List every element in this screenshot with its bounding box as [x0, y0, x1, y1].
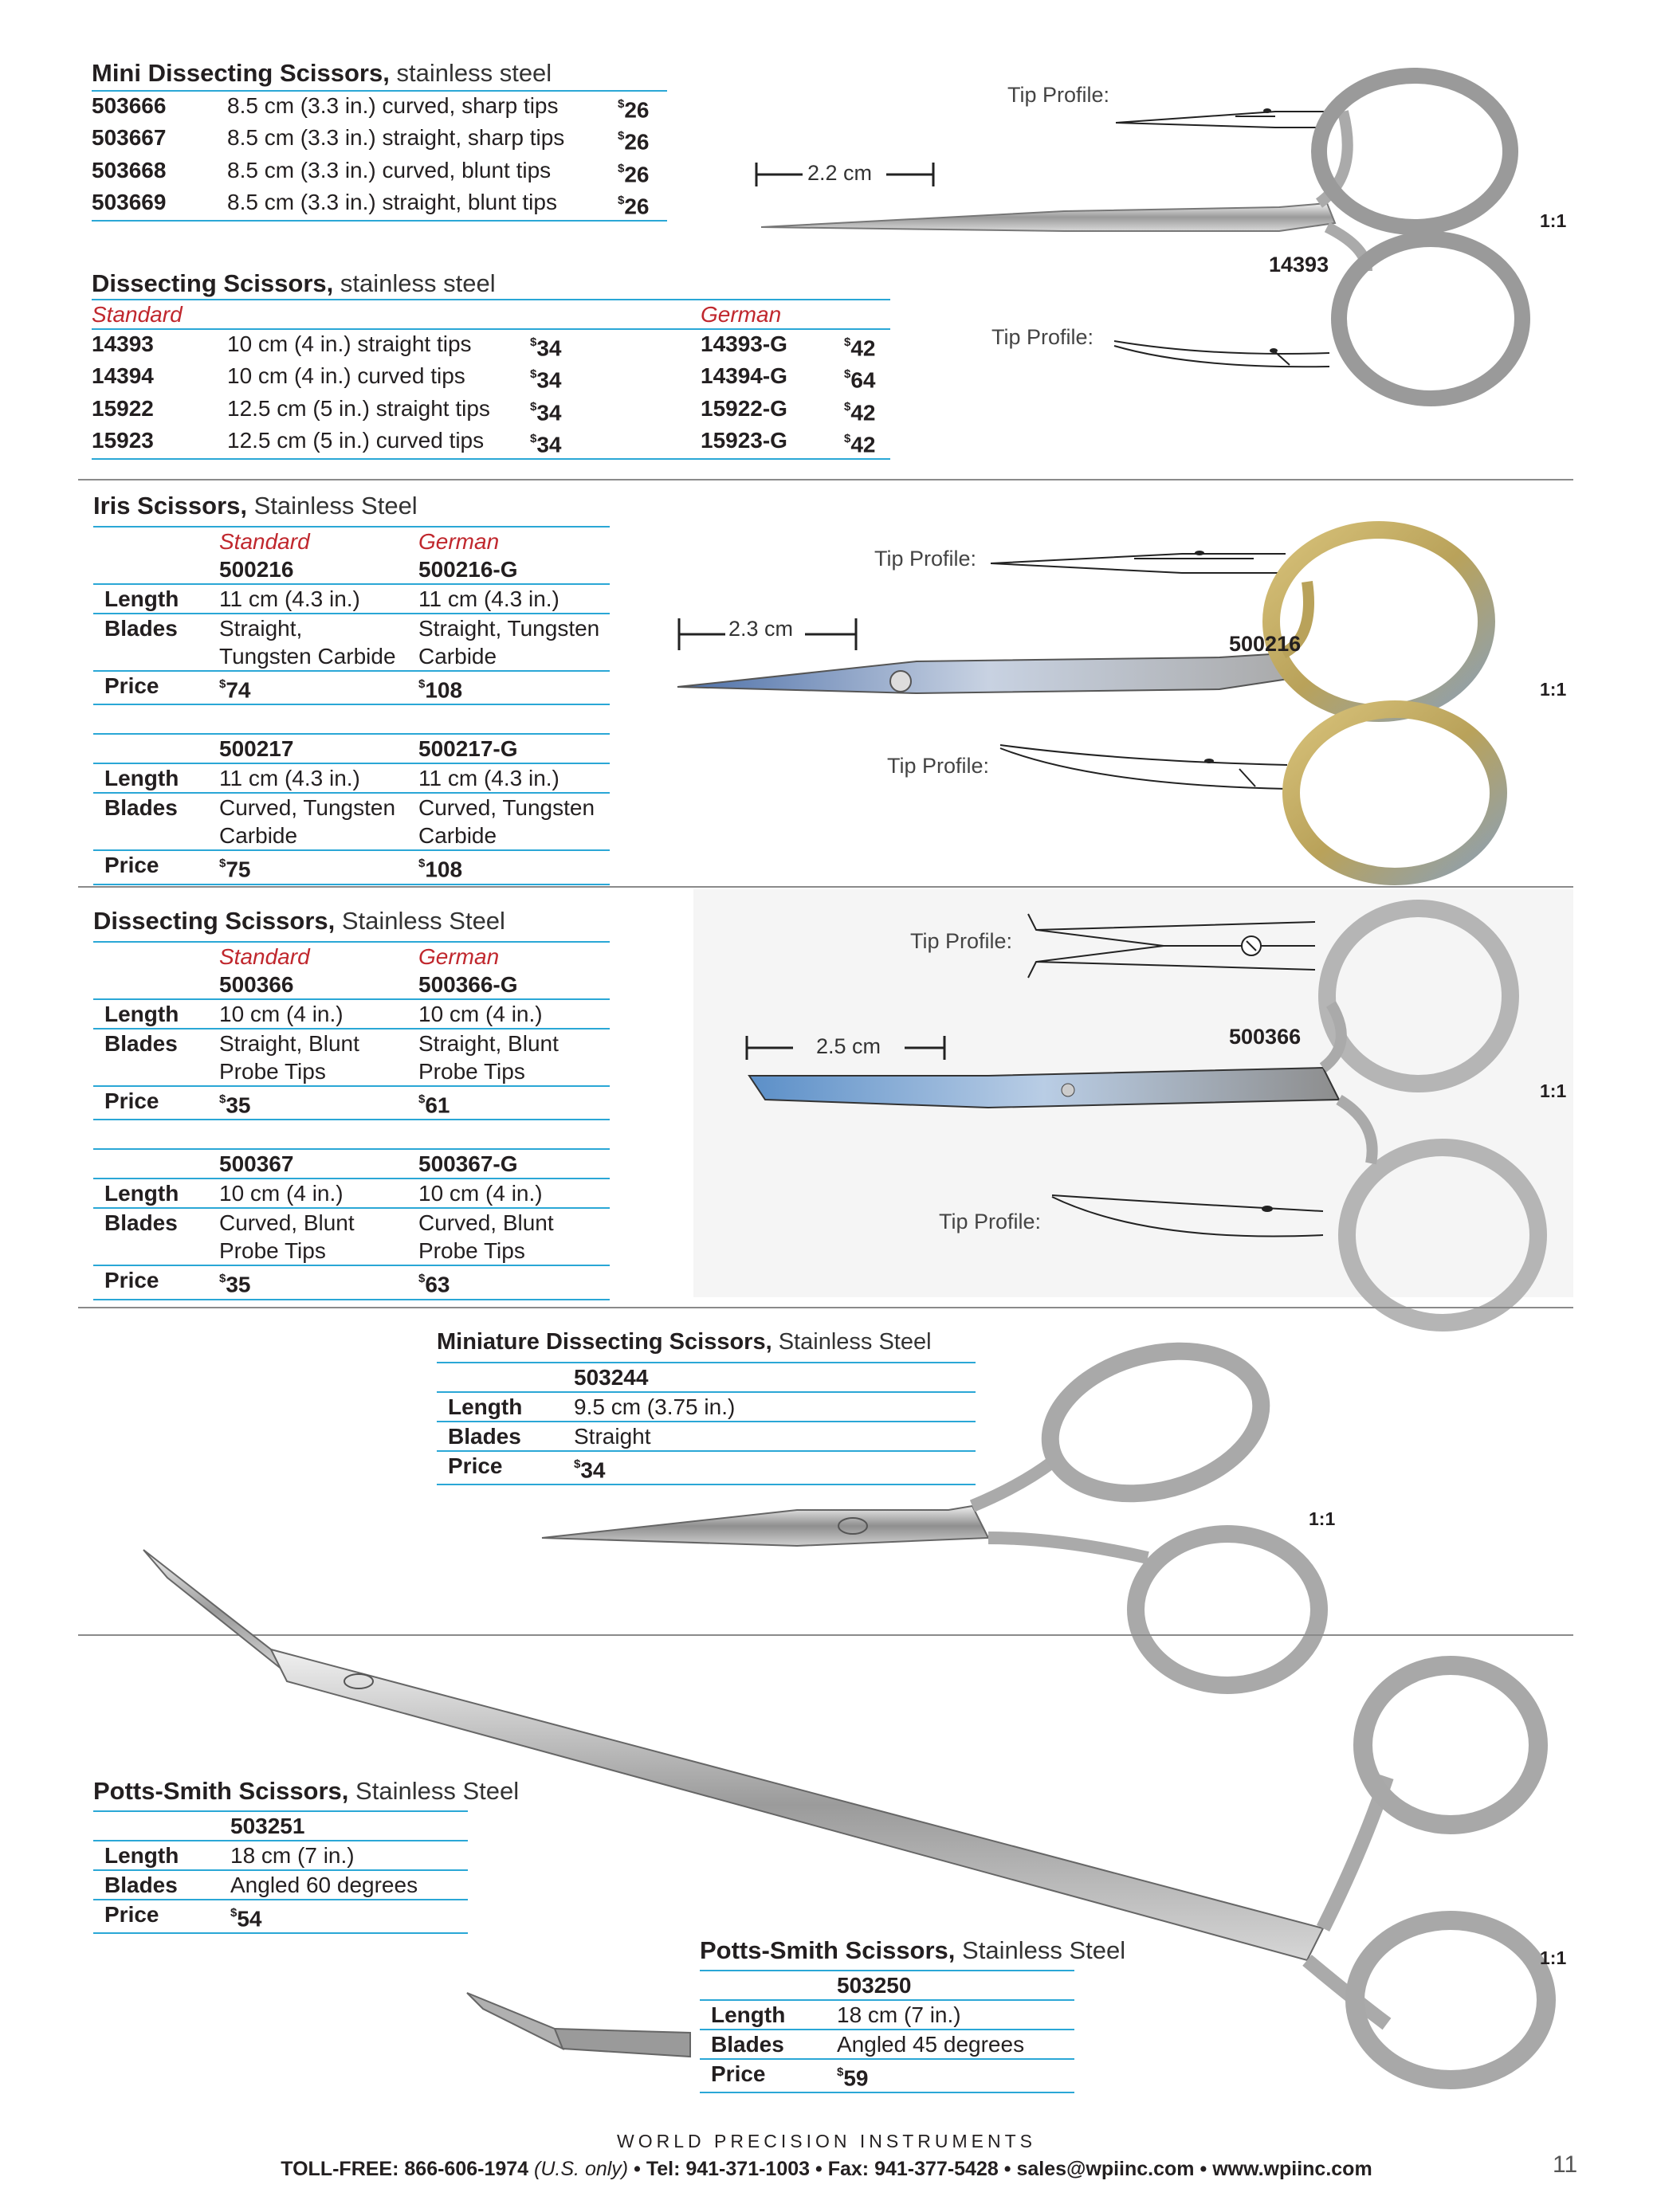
footer-website[interactable]: www.wpiinc.com: [1212, 2158, 1372, 2180]
footer-us-only: (U.S. only): [534, 2158, 629, 2180]
scissors-image: [761, 64, 1574, 382]
footer-tollfree[interactable]: 866-606-1974: [404, 2158, 529, 2180]
table-row: Length 18 cm (7 in.): [700, 2000, 1074, 2030]
table-row: Blades Angled 45 degrees: [700, 2030, 1074, 2059]
page-number: 11: [1553, 2151, 1578, 2178]
table-row: Price $35 $61: [93, 1086, 610, 1120]
scissors-tip-image: [467, 1989, 690, 2061]
table-row: 14393 10 cm (4 in.) straight tips $34 14393-G $42: [92, 329, 890, 362]
table-row: 503251: [93, 1811, 468, 1841]
tip-profile-label: Tip Profile:: [887, 754, 990, 778]
table-row: Length 11 cm (4.3 in.) 11 cm (4.3 in.): [93, 584, 610, 614]
scissors-image: [749, 916, 1562, 1299]
section-divider: [78, 886, 1573, 888]
table-row: 500366 500366-G: [93, 971, 610, 999]
table-row: 503668 8.5 cm (3.3 in.) curved, blunt tips $26: [92, 157, 650, 186]
section-divider: [78, 1307, 1573, 1308]
table-row: Carbide Carbide: [93, 822, 610, 850]
table-row: Price $59: [700, 2059, 1074, 2092]
tip-profile-label: Tip Profile:: [910, 929, 1013, 953]
footer-contact: TOLL-FREE: 866-606-1974 (U.S. only) • Tel: 941-371-1003 • Fax: 941-377-5428 • sales@wpiinc.com • www.wpiinc.com: [281, 2158, 1372, 2180]
table-row: 503244: [437, 1363, 976, 1392]
dissecting-1-title: Dissecting Scissors, stainless steel: [92, 269, 496, 297]
dissecting-2-title: Dissecting Scissors, Stainless Steel: [93, 907, 505, 935]
table-row: Length 10 cm (4 in.) 10 cm (4 in.): [93, 999, 610, 1029]
tip-profile-label: Tip Profile:: [991, 325, 1094, 349]
table-row: Blades Angled 60 degrees: [93, 1870, 468, 1900]
table-row: 15922 12.5 cm (5 in.) straight tips $34 15922-G $42: [92, 395, 876, 425]
table-row: Probe Tips Probe Tips: [93, 1237, 610, 1265]
mini-dissecting-title: Mini Dissecting Scissors, stainless steel: [92, 59, 552, 87]
miniature-title: Miniature Dissecting Scissors, Stainless Steel: [437, 1329, 932, 1355]
table-row: Length 10 cm (4 in.) 10 cm (4 in.): [93, 1179, 610, 1208]
figure-catalog-number: 14393: [1269, 253, 1329, 276]
table-row: 500367 500367-G: [93, 1149, 610, 1179]
table-row: Blades Straight, Straight, Tungsten: [104, 616, 600, 641]
table-header-row: Standard German: [219, 529, 500, 554]
tip-profile-label: Tip Profile:: [939, 1210, 1042, 1233]
figure-catalog-number: 500366: [1229, 1025, 1302, 1049]
table-row: Blades Curved, Blunt Curved, Blunt: [104, 1210, 554, 1236]
table-row: Price $75 $108: [93, 850, 610, 884]
footer-email[interactable]: sales@wpiinc.com: [1016, 2158, 1195, 2180]
potts-1-table: [93, 1810, 468, 1934]
table-row: Tungsten Carbide Carbide: [93, 642, 610, 671]
table-row: 503669 8.5 cm (3.3 in.) straight, blunt tips $26: [92, 188, 667, 221]
scale-label: 1:1: [1540, 1081, 1567, 1101]
table-row: Length 11 cm (4.3 in.) 11 cm (4.3 in.): [93, 763, 610, 793]
table-row: Blades Straight: [437, 1422, 976, 1451]
table-row: 14394 10 cm (4 in.) curved tips $34 14394-G $64: [92, 363, 876, 393]
table-row: 500217 500217-G: [93, 734, 610, 763]
table-row: 500216 500216-G: [93, 555, 610, 584]
section-divider: [78, 479, 1573, 480]
table-row: Probe Tips Probe Tips: [93, 1057, 610, 1086]
table-row: 15923 12.5 cm (5 in.) curved tips $34 15923-G $42: [92, 426, 890, 459]
footer-tel[interactable]: Tel: 941-371-1003: [646, 2158, 811, 2180]
table-row: Price $35 $63: [93, 1265, 610, 1299]
table-row: 503250: [700, 1971, 1074, 2000]
table-row: Price $74 $108: [93, 671, 610, 704]
dimension-label: 2.5 cm: [816, 1034, 881, 1058]
scale-label: 1:1: [1540, 1947, 1567, 1968]
table-row: Price $54: [93, 1900, 468, 1933]
dissecting-2-table: [93, 941, 610, 1300]
table-row: Length 18 cm (7 in.): [93, 1841, 468, 1870]
potts-1-title: Potts-Smith Scissors, Stainless Steel: [93, 1777, 520, 1805]
figure-catalog-number: 500216: [1229, 632, 1302, 656]
table-header-row: Standard German: [92, 302, 782, 327]
dimension-label: 2.2 cm: [807, 161, 873, 185]
table-row: Price $34: [437, 1451, 976, 1484]
iris-table: [93, 526, 610, 885]
potts-2-title: Potts-Smith Scissors, Stainless Steel: [700, 1936, 1126, 1964]
table-row: 503666 8.5 cm (3.3 in.) curved, sharp tips $26: [92, 93, 650, 123]
table-row: Blades Straight, Blunt Straight, Blunt: [104, 1031, 559, 1056]
footer-fax: Fax: 941-377-5428: [827, 2158, 999, 2180]
footer-tollfree-label: TOLL-FREE:: [281, 2158, 399, 2180]
scale-label: 1:1: [1540, 679, 1567, 700]
scissors-image: [677, 518, 1554, 892]
scale-label: 1:1: [1540, 210, 1567, 231]
iris-title: Iris Scissors, Stainless Steel: [93, 492, 418, 520]
tip-profile-label: Tip Profile:: [1007, 83, 1110, 107]
potts-2-table: [700, 1970, 1074, 2093]
table-row: [93, 704, 610, 734]
table-row: Length 9.5 cm (3.75 in.): [437, 1392, 976, 1422]
mini-dissecting-table: [92, 90, 667, 222]
table-row: 503667 8.5 cm (3.3 in.) straight, sharp tips $26: [92, 125, 650, 155]
scale-label: 1:1: [1309, 1508, 1336, 1529]
dimension-label: 2.3 cm: [728, 617, 794, 641]
table-header-row: Standard German: [219, 944, 500, 969]
footer-company: WORLD PRECISION INSTRUMENTS: [616, 2131, 1037, 2151]
table-row: [93, 1120, 610, 1149]
tip-profile-label: Tip Profile:: [874, 547, 977, 571]
table-row: Blades Curved, Tungsten Curved, Tungsten: [104, 795, 595, 821]
